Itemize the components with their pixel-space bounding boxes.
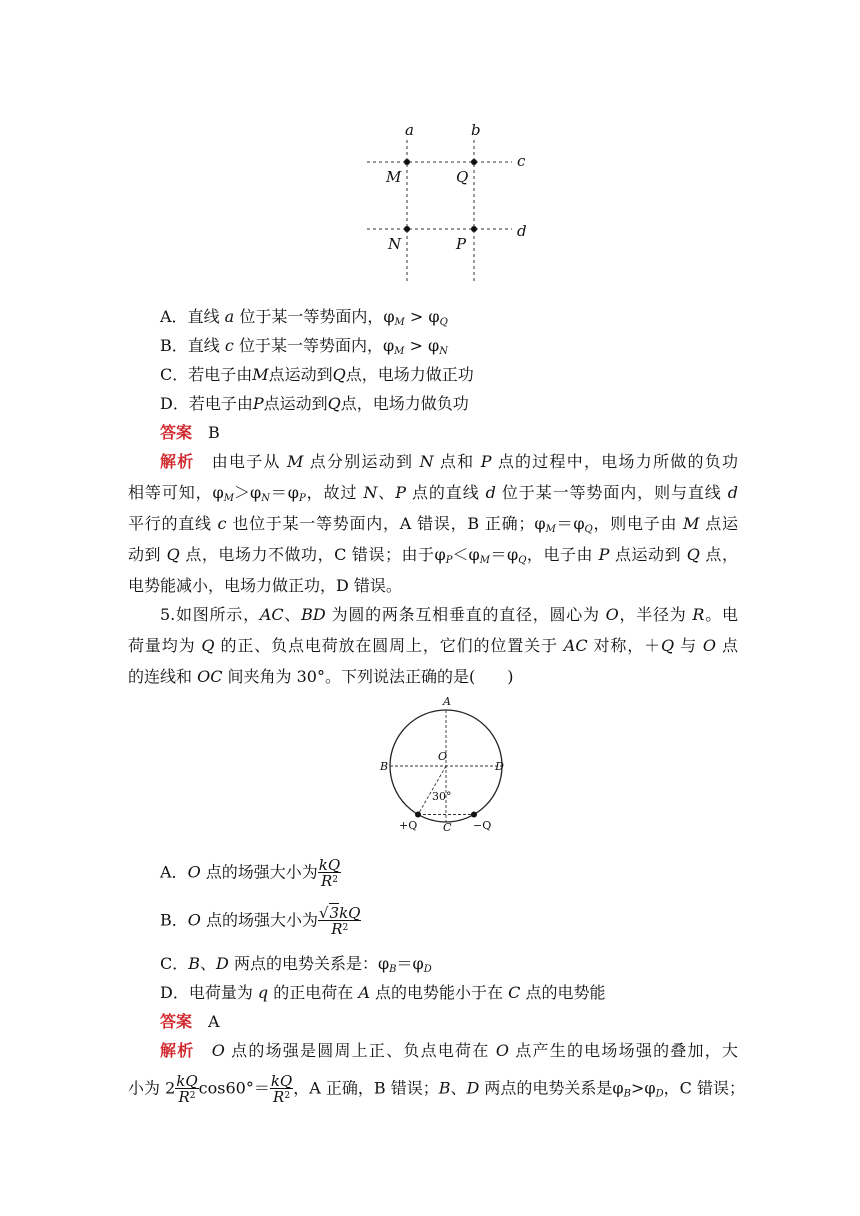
q4-analysis-line-3: 平行的直线 c 也位于某一等势面内，A 错误，B 正确；$\varphi_M=\varphi_Q$，则电子由 M 点运: [128, 514, 738, 535]
q5-option-a: A．O 点的场强大小为 $\frac{kQ}{R^2}$: [160, 856, 341, 890]
q4-analysis-line-1: 解析 由电子从 M 点分别运动到 N 点和 P 点的过程中，电场力所做的负功: [160, 452, 738, 471]
q5-stem-line-2: 荷量均为 Q 的正、负点电荷放在圆周上，它们的位置关于 AC 对称，＋Q 与 O 点: [128, 636, 738, 655]
equipotential-grid-figure: [362, 118, 532, 288]
label-c: c: [517, 152, 526, 170]
label-A: A: [443, 695, 451, 708]
charge-plus-q: [415, 812, 421, 818]
q4-analysis-line-2: 相等可知，$\varphi_M>\varphi_N=\varphi_P$，故过 N、P 点的直线 d 位于某一等势面内，则与直线 d: [128, 483, 738, 504]
q5-analysis-line-2: 小为 2 $\frac{kQ}{R^2}$ cos60°＝ $\frac{kQ}{R^2}$ ，A 正确，B 错误；B、D 两点的电势关系是$\varphi_B>\varphi_D$，C 错误；: [128, 1072, 745, 1106]
q5-option-b: B．O 点的场强大小为 $\frac{√3kQ}{R^2}$: [160, 904, 361, 938]
q4-option-c: C．若电子由M点运动到Q点，电场力做正功: [160, 365, 474, 384]
label-d: d: [517, 222, 527, 240]
label-angle: 30°: [432, 790, 452, 803]
label-n: N: [388, 235, 402, 253]
q4-analysis-line-4: 动到 Q 点，电场力不做功，C 错误；由于$\varphi_P<\varphi_M=\varphi_Q$，电子由 P 点运动到 Q 点，: [128, 545, 738, 566]
label-a: a: [405, 121, 414, 139]
q4-answer: 答案 B: [160, 423, 220, 442]
q4-option-a: A．直线 a 位于某一等势面内，$\varphi_M > \varphi_Q$: [160, 307, 448, 328]
q4-option-b: B．直线 c 位于某一等势面内，$\varphi_M > \varphi_N$: [160, 336, 448, 357]
label-q: Q: [456, 168, 469, 186]
q5-stem-line-3: 的连线和 OC 间夹角为 30°。下列说法正确的是( ): [128, 667, 514, 686]
q5-option-d: D．电荷量为 q 的正电荷在 A 点的电势能小于在 C 点的电势能: [160, 983, 606, 1002]
point-m: [404, 159, 410, 165]
q4-analysis-line-5: 电势能减小，电场力做正功，D 错误。: [128, 576, 402, 595]
label-B: B: [380, 760, 389, 773]
point-n: [404, 226, 410, 232]
q5-answer: 答案 A: [160, 1012, 220, 1031]
label-p: P: [456, 235, 467, 253]
label-C: C: [443, 821, 452, 834]
label-plus-q: +Q: [399, 819, 418, 832]
label-D: D: [495, 760, 504, 773]
label-m: M: [386, 168, 402, 186]
q5-option-c: C．B、D 两点的电势关系是：$\varphi_B=\varphi_D$: [160, 954, 432, 975]
q5-analysis-line-1: 解析 O 点的场强是圆周上正、负点电荷在 O 点产生的电场场强的叠加，大: [160, 1041, 738, 1060]
charge-minus-q: [471, 812, 477, 818]
label-minus-q: −Q: [473, 819, 492, 832]
q4-option-d: D．若电子由P点运动到Q点，电场力做负功: [160, 394, 469, 413]
circle-charges-figure: [374, 694, 504, 836]
point-q: [471, 159, 477, 165]
label-O: O: [438, 750, 448, 763]
q5-stem-line-1: 5.如图所示，AC、BD 为圆的两条互相垂直的直径，圆心为 O，半径为 R。电: [160, 605, 738, 624]
point-p: [471, 226, 477, 232]
label-b: b: [471, 121, 481, 139]
